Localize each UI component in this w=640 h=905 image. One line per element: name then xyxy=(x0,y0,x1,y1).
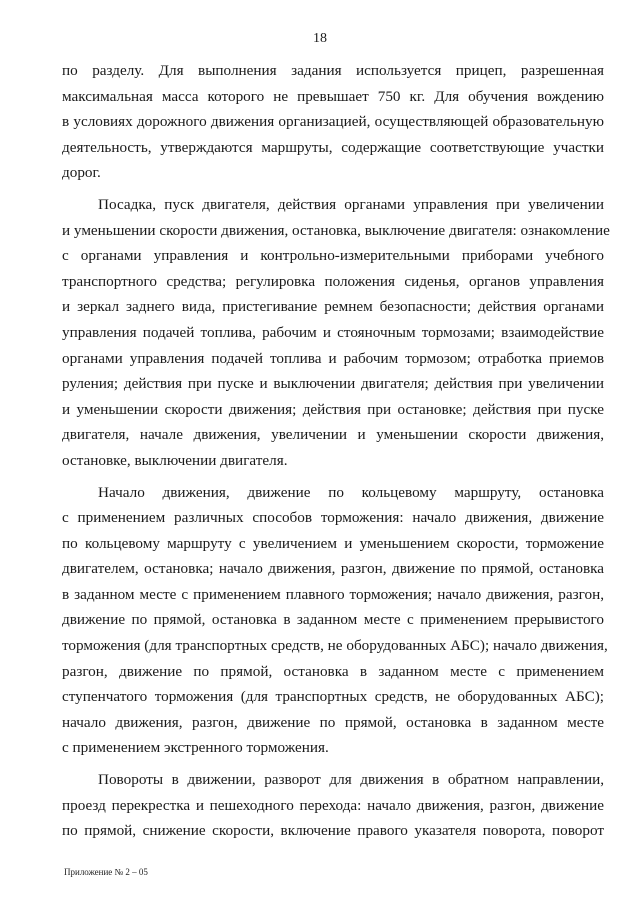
text-line: разгон, движение по прямой, остановка в заданном месте с применением xyxy=(62,662,604,680)
text-line: торможения (для транспортных средств, не оборудованных АБС); начало движения, xyxy=(62,637,608,655)
text-line: начало движения, разгон, движение по прямой, остановка в заданном месте xyxy=(62,713,604,731)
paragraph xyxy=(62,58,604,186)
text-line: Начало движения, движение по кольцевому маршруту, остановка xyxy=(98,483,604,501)
text-line: управления подачей топлива, рабочим и стояночным тормозами; взаимодействие xyxy=(62,323,604,341)
text-line: и уменьшении скорости движения; действия при остановке; действия при пуске xyxy=(62,400,604,418)
paragraph xyxy=(62,767,604,844)
body-text xyxy=(62,58,610,844)
text-line: по кольцевому маршруту с увеличением и уменьшением скорости, торможение xyxy=(62,534,604,552)
text-line: остановке, выключении двигателя. xyxy=(62,451,288,469)
text-line: и уменьшении скорости движения, остановка, выключение двигателя: ознакомление xyxy=(62,221,610,239)
text-line: максимальная масса которого не превышает 750 кг. Для обучения вождению xyxy=(62,87,604,105)
text-line: проезд перекрестка и пешеходного перехода: начало движения, разгон, движение xyxy=(62,796,604,814)
text-line: с органами управления и контрольно-измерительными приборами учебного xyxy=(62,247,604,265)
text-line: по разделу. Для выполнения задания используется прицеп, разрешенная xyxy=(62,62,604,79)
text-line: органами управления подачей топлива и рабочим тормозом; отработка приемов xyxy=(62,349,604,367)
text-line: с применением различных способов торможения: начало движения, движение xyxy=(62,509,604,527)
text-line: Повороты в движении, разворот для движения в обратном направлении, xyxy=(98,771,604,789)
text-line: по прямой, снижение скорости, включение правого указателя поворота, поворот xyxy=(62,822,604,840)
text-line: Посадка, пуск двигателя, действия органами управления при увеличении xyxy=(98,195,604,213)
text-line: и зеркал заднего вида, пристегивание ремнем безопасности; действия органами xyxy=(62,298,604,316)
text-line: в заданном месте с применением плавного торможения; начало движения, разгон, xyxy=(62,585,604,603)
text-line: ступенчатого торможения (для транспортных средств, не оборудованных АБС); xyxy=(62,688,604,706)
text-line: движение по прямой, остановка в заданном месте с применением прерывистого xyxy=(62,611,604,629)
page-footer: Приложение № 2 – 05 xyxy=(64,867,148,877)
paragraph xyxy=(62,480,608,762)
text-line: с применением экстренного торможения. xyxy=(62,739,329,757)
text-line: двигателем, остановка; начало движения, разгон, движение по прямой, остановка xyxy=(62,560,604,578)
text-line: двигателя, начале движения, увеличении и уменьшении скорости движения, xyxy=(62,426,604,444)
text-line: в условиях дорожного движения организацией, осуществляющей образовательную xyxy=(62,113,604,131)
page-number: 18 xyxy=(313,31,327,46)
text-line: деятельность, утверждаются маршруты, содержащие соответствующие участки xyxy=(62,138,604,156)
paragraph xyxy=(62,192,610,474)
text-line: руления; действия при пуске и выключении двигателя; действия при увеличении xyxy=(62,375,604,393)
text-line: дорог. xyxy=(62,164,101,182)
text-line: транспортного средства; регулировка положения сиденья, органов управления xyxy=(62,272,604,290)
